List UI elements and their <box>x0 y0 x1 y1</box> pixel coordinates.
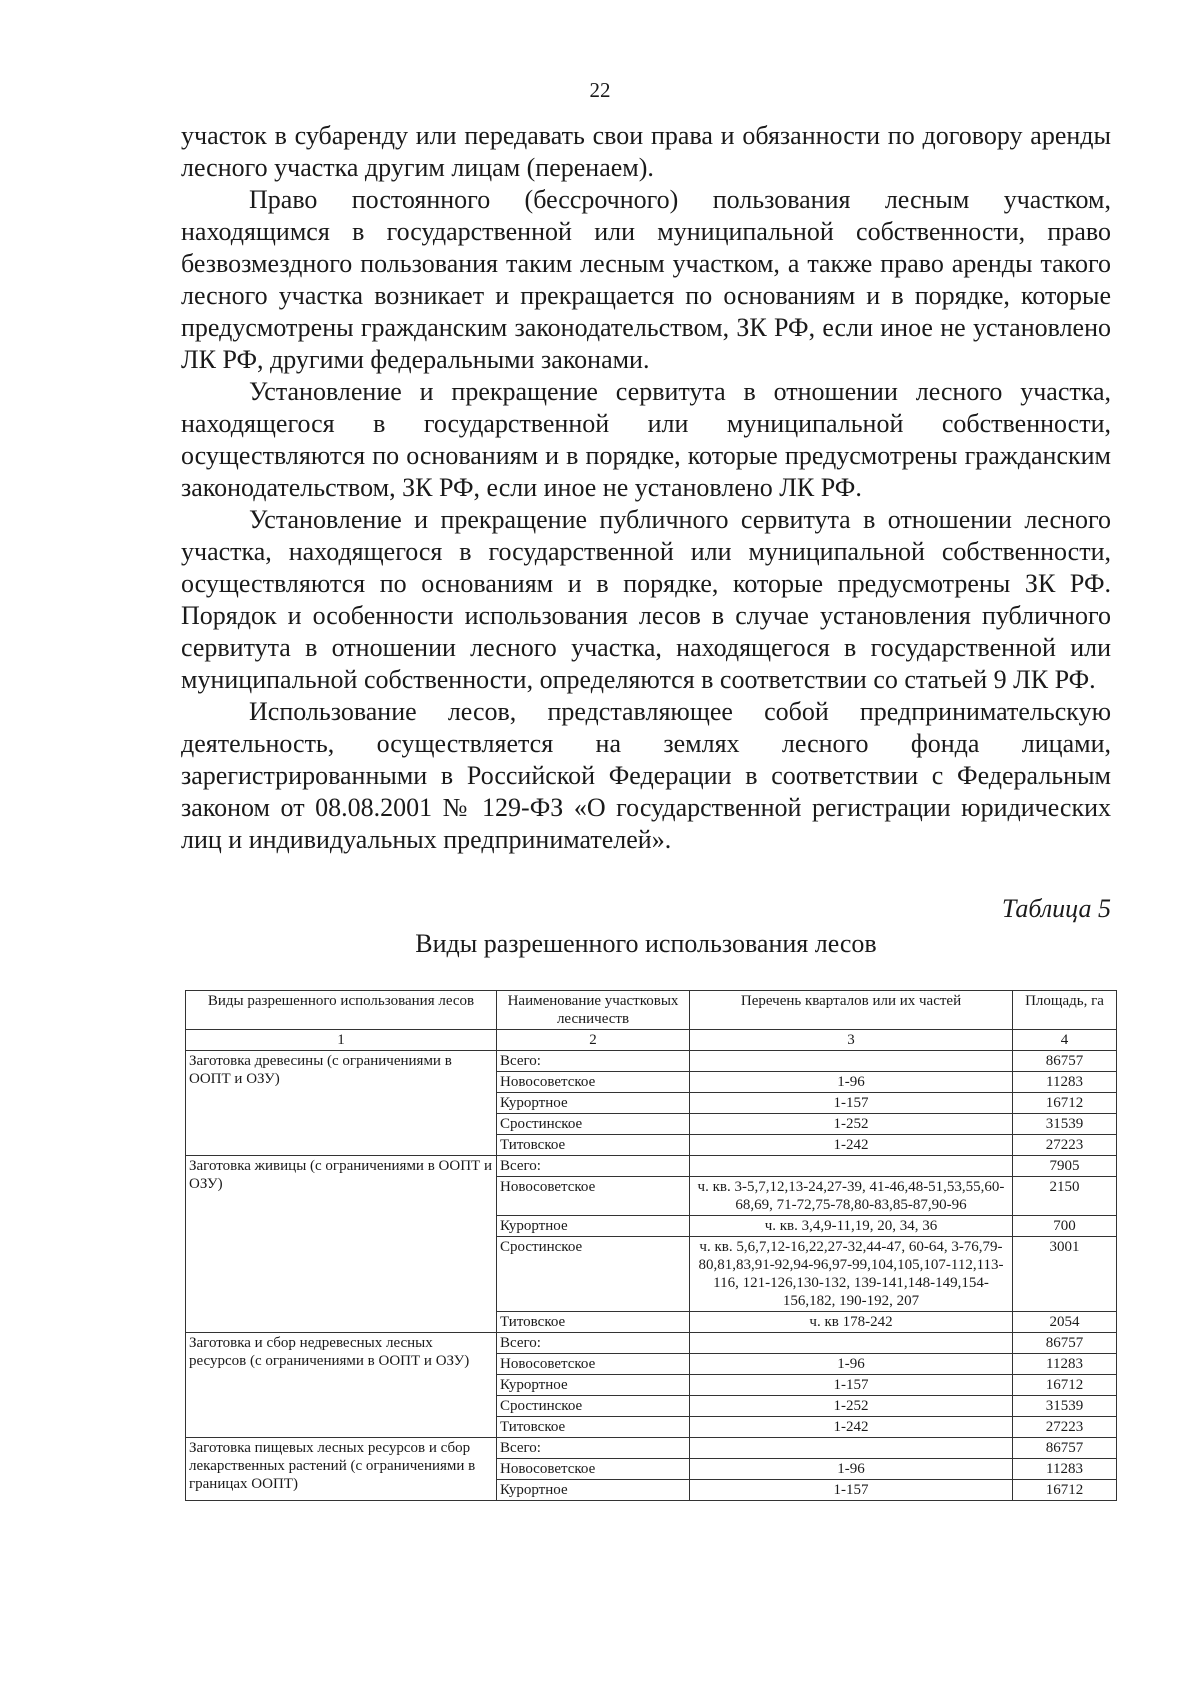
use-type-cell: Заготовка древесины (с ограничениями в ООПТ и ОЗУ) <box>186 1051 497 1156</box>
quarters-cell <box>690 1051 1013 1072</box>
forestry-cell: Всего: <box>497 1156 690 1177</box>
forestry-cell: Сростинское <box>497 1237 690 1312</box>
body-text <box>181 120 1111 856</box>
column-index: 2 <box>497 1030 690 1051</box>
paragraph: Установление и прекращение сервитута в отношении лесного участка, находящегося в государственной или муниципальной собственности, осуществляются по основаниям и в порядке, которые предусмотрены гражданским законодательством, ЗК РФ, если иное не установлено ЛК РФ. <box>181 377 1111 502</box>
forestry-cell: Курортное <box>497 1093 690 1114</box>
quarters-cell: 1-96 <box>690 1354 1013 1375</box>
area-cell: 7905 <box>1013 1156 1117 1177</box>
forestry-cell: Курортное <box>497 1480 690 1501</box>
quarters-cell: 1-157 <box>690 1375 1013 1396</box>
paragraph: Установление и прекращение публичного сервитута в отношении лесного участка, находящегося в государственной или муниципальной собственности, осуществляются по основаниям и в порядке, которые предусмотрены ЗК РФ. Порядок и особенности использования лесов в случае установления публичного сервитута в отношении лесного участка, находящегося в государственной или муниципальной собственности, определяются в соответствии со статьей 9 ЛК РФ. <box>181 505 1111 694</box>
quarters-cell: ч. кв. 5,6,7,12-16,22,27-32,44-47, 60-64, 3-76,79-80,81,83,91-92,94-96,97-99,104,105,107-112,113-116, 121-126,130-132, 139-141,148-149,154-156,182, 190-192, 207 <box>690 1237 1013 1312</box>
area-cell: 16712 <box>1013 1480 1117 1501</box>
area-cell: 3001 <box>1013 1237 1117 1312</box>
quarters-cell: 1-157 <box>690 1480 1013 1501</box>
area-cell: 2054 <box>1013 1312 1117 1333</box>
use-type-cell: Заготовка и сбор недревесных лесных ресурсов (с ограничениями в ООПТ и ОЗУ) <box>186 1333 497 1438</box>
area-cell: 27223 <box>1013 1417 1117 1438</box>
quarters-cell: 1-252 <box>690 1114 1013 1135</box>
forestry-cell: Сростинское <box>497 1114 690 1135</box>
paragraph: Право постоянного (бессрочного) пользования лесным участком, находящимся в государственной или муниципальной собственности, право безвозмездного пользования таким лесным участком, а также право аренды такого лесного участка возникает и прекращается по основаниям и в порядке, которые предусмотрены гражданским законодательством, ЗК РФ, если иное не установлено ЛК РФ, другими федеральными законами. <box>181 185 1111 374</box>
area-cell: 86757 <box>1013 1333 1117 1354</box>
area-cell: 11283 <box>1013 1354 1117 1375</box>
quarters-cell: 1-96 <box>690 1072 1013 1093</box>
quarters-cell: 1-252 <box>690 1396 1013 1417</box>
table-caption: Таблица 5 <box>1001 894 1111 923</box>
column-index: 4 <box>1013 1030 1117 1051</box>
table-row <box>186 1051 1117 1072</box>
area-cell: 27223 <box>1013 1135 1117 1156</box>
quarters-cell <box>690 1333 1013 1354</box>
paragraph: Использование лесов, представляющее собой предпринимательскую деятельность, осуществляется на землях лесного фонда лицами, зарегистрированными в Российской Федерации в соответствии с Федеральным законом от 08.08.2001 № 129-ФЗ «О государственной регистрации юридических лиц и индивидуальных предпринимателей». <box>181 697 1111 854</box>
forestry-cell: Новосоветское <box>497 1177 690 1216</box>
area-cell: 2150 <box>1013 1177 1117 1216</box>
column-header: Площадь, га <box>1013 991 1117 1030</box>
table-body <box>186 1051 1117 1501</box>
forestry-cell: Новосоветское <box>497 1354 690 1375</box>
area-cell: 700 <box>1013 1216 1117 1237</box>
table-row <box>186 1156 1117 1177</box>
quarters-cell <box>690 1156 1013 1177</box>
area-cell: 86757 <box>1013 1051 1117 1072</box>
forestry-cell: Титовское <box>497 1417 690 1438</box>
forestry-cell: Всего: <box>497 1051 690 1072</box>
quarters-cell <box>690 1438 1013 1459</box>
quarters-cell: ч. кв. 3-5,7,12,13-24,27-39, 41-46,48-51,53,55,60-68,69, 71-72,75-78,80-83,85-87,90-96 <box>690 1177 1013 1216</box>
area-cell: 31539 <box>1013 1114 1117 1135</box>
table-title: Виды разрешенного использования лесов <box>415 929 877 958</box>
forest-use-table <box>185 990 1117 1501</box>
area-cell: 16712 <box>1013 1093 1117 1114</box>
column-index-row <box>186 1030 1117 1051</box>
column-header: Виды разрешенного использования лесов <box>186 991 497 1030</box>
forestry-cell: Новосоветское <box>497 1072 690 1093</box>
column-index: 3 <box>690 1030 1013 1051</box>
forestry-cell: Титовское <box>497 1135 690 1156</box>
quarters-cell: ч. кв. 3,4,9-11,19, 20, 34, 36 <box>690 1216 1013 1237</box>
use-type-cell: Заготовка живицы (с ограничениями в ООПТ и ОЗУ) <box>186 1156 497 1333</box>
table-header-row <box>186 991 1117 1030</box>
column-index: 1 <box>186 1030 497 1051</box>
forestry-cell: Всего: <box>497 1333 690 1354</box>
quarters-cell: 1-96 <box>690 1459 1013 1480</box>
forestry-cell: Титовское <box>497 1312 690 1333</box>
forestry-cell: Новосоветское <box>497 1459 690 1480</box>
table-row <box>186 1333 1117 1354</box>
forestry-cell: Сростинское <box>497 1396 690 1417</box>
area-cell: 16712 <box>1013 1375 1117 1396</box>
quarters-cell: 1-242 <box>690 1135 1013 1156</box>
forestry-cell: Курортное <box>497 1216 690 1237</box>
quarters-cell: ч. кв 178-242 <box>690 1312 1013 1333</box>
area-cell: 11283 <box>1013 1072 1117 1093</box>
forestry-cell: Курортное <box>497 1375 690 1396</box>
use-type-cell: Заготовка пищевых лесных ресурсов и сбор лекарственных растений (с ограничениями в границах ООПТ) <box>186 1438 497 1501</box>
area-cell: 86757 <box>1013 1438 1117 1459</box>
area-cell: 11283 <box>1013 1459 1117 1480</box>
paragraph: участок в субаренду или передавать свои права и обязанности по договору аренды лесного участка другим лицам (перенаем). <box>181 121 1111 182</box>
area-cell: 31539 <box>1013 1396 1117 1417</box>
column-header: Наименование участковых лесничеств <box>497 991 690 1030</box>
table-row <box>186 1438 1117 1459</box>
page-number: 22 <box>589 78 611 102</box>
forestry-cell: Всего: <box>497 1438 690 1459</box>
column-header: Перечень кварталов или их частей <box>690 991 1013 1030</box>
quarters-cell: 1-157 <box>690 1093 1013 1114</box>
quarters-cell: 1-242 <box>690 1417 1013 1438</box>
